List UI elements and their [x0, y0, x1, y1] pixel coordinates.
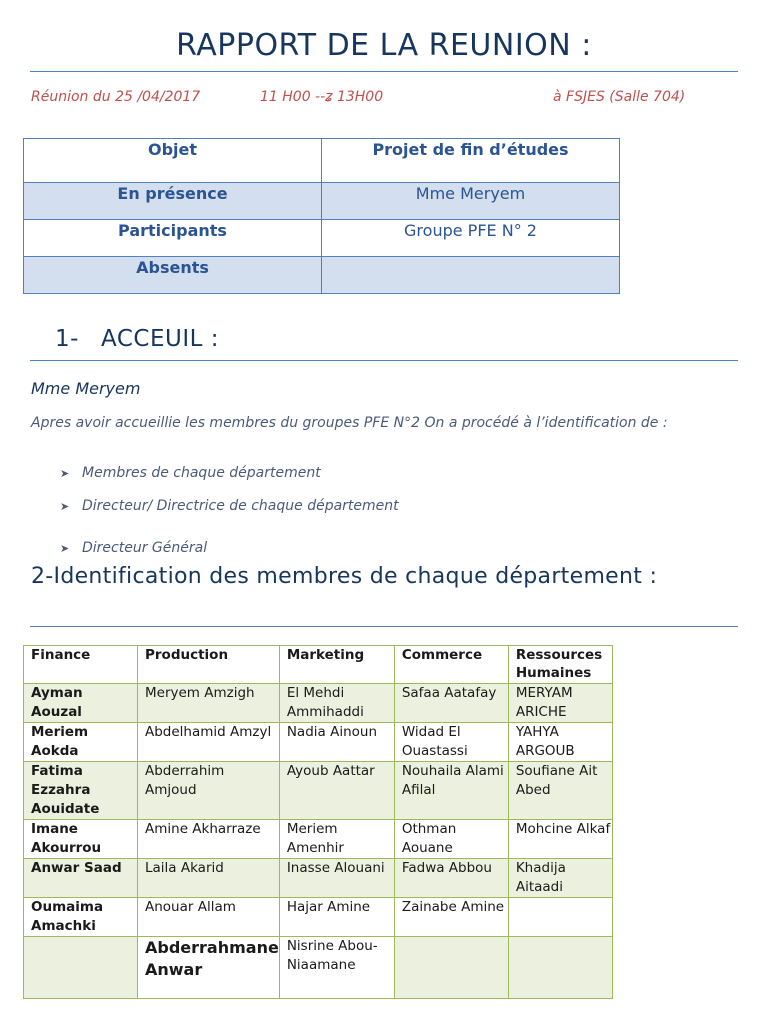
table-row: [24, 898, 613, 937]
table-row: [24, 684, 613, 723]
section1-number: 1-: [55, 326, 79, 352]
table-header-row: [24, 646, 613, 684]
table-cell: [508, 937, 612, 999]
list-item: [60, 498, 399, 514]
meeting-place: à FSJES (Salle 704): [553, 89, 686, 105]
table-cell: Abderrahmane Anwar: [138, 937, 280, 999]
info-value: Groupe PFE N° 2: [322, 220, 620, 257]
table-cell: [394, 937, 508, 999]
column-header: Production: [138, 646, 280, 684]
table-cell: Anouar Allam: [138, 898, 280, 937]
list-item-text: Directeur/ Directrice de chaque département: [82, 498, 399, 514]
table-cell: Abdelhamid Amzyl: [138, 723, 280, 762]
info-label: Participants: [24, 220, 322, 257]
info-row: [24, 257, 620, 294]
section2-heading: 2-Identification des membres de chaque département :: [31, 564, 658, 589]
section2-divider: [30, 626, 738, 627]
table-cell: MERYAM ARICHE: [508, 684, 612, 723]
table-cell: Laila Akarid: [138, 859, 280, 898]
table-cell: [24, 937, 138, 999]
section1-title: ACCEUIL :: [101, 326, 219, 352]
table-cell: Meryem Amzigh: [138, 684, 280, 723]
info-row: [24, 139, 620, 183]
meeting-date: Réunion du 25 /04/2017: [31, 89, 201, 105]
table-cell: Fadwa Abbou: [394, 859, 508, 898]
meeting-time: 11 H00 --ʑ 13H00: [260, 89, 384, 105]
table-row: [24, 859, 613, 898]
table-cell: YAHYA ARGOUB: [508, 723, 612, 762]
table-cell: Mohcine Alkaf: [508, 820, 612, 859]
table-cell: Nisrine Abou-Niaamane: [279, 937, 394, 999]
info-label: Absents: [24, 257, 322, 294]
table-cell: Safaa Aatafay: [394, 684, 508, 723]
table-cell: Ayoub Aattar: [279, 762, 394, 820]
list-item: [60, 465, 321, 481]
table-cell: Oumaima Amachki: [24, 898, 138, 937]
column-header: Commerce: [394, 646, 508, 684]
table-cell: Abderrahim Amjoud: [138, 762, 280, 820]
section1-heading: [55, 326, 219, 352]
table-row: [24, 937, 613, 999]
column-header: Finance: [24, 646, 138, 684]
table-row: [24, 820, 613, 859]
list-item-text: Directeur Général: [82, 540, 208, 556]
table-cell: Fatima Ezzahra Aouidate: [24, 762, 138, 820]
table-cell: Soufiane Ait Abed: [508, 762, 612, 820]
info-row: [24, 183, 620, 220]
table-cell: Nadia Ainoun: [279, 723, 394, 762]
table-cell: Meriem Aokda: [24, 723, 138, 762]
arrow-bullet-icon: ➤: [60, 467, 70, 480]
table-cell: Widad El Ouastassi: [394, 723, 508, 762]
table-cell: Amine Akharraze: [138, 820, 280, 859]
table-cell: Zainabe Amine: [394, 898, 508, 937]
list-item: [60, 540, 207, 556]
section1-divider: [30, 360, 738, 361]
table-row: [24, 723, 613, 762]
info-value: Mme Meryem: [322, 183, 620, 220]
column-header: Ressources Humaines: [508, 646, 612, 684]
table-cell: Meriem Amenhir: [279, 820, 394, 859]
column-header: Marketing: [279, 646, 394, 684]
table-cell: Nouhaila Alami Afilal: [394, 762, 508, 820]
title-divider: [30, 71, 738, 72]
section1-author: Mme Meryem: [31, 379, 141, 398]
table-cell: El Mehdi Ammihaddi: [279, 684, 394, 723]
table-cell: Othman Aouane: [394, 820, 508, 859]
table-row: [24, 762, 613, 820]
page-title: RAPPORT DE LA REUNION :: [176, 28, 592, 63]
table-cell: Imane Akourrou: [24, 820, 138, 859]
table-cell: Anwar Saad: [24, 859, 138, 898]
info-label: En présence: [24, 183, 322, 220]
table-cell: Khadija Aitaadi: [508, 859, 612, 898]
info-value: [322, 257, 620, 294]
info-value: Projet de fin d’études: [322, 139, 620, 183]
list-item-text: Membres de chaque département: [82, 465, 321, 481]
arrow-bullet-icon: ➤: [60, 542, 70, 555]
table-cell: Inasse Alouani: [279, 859, 394, 898]
info-row: [24, 220, 620, 257]
meeting-info-table: [23, 138, 620, 294]
table-cell: Ayman Aouzal: [24, 684, 138, 723]
info-label: Objet: [24, 139, 322, 183]
arrow-bullet-icon: ➤: [60, 500, 70, 513]
members-table: [23, 645, 613, 999]
table-cell: Hajar Amine: [279, 898, 394, 937]
table-cell: [508, 898, 612, 937]
section1-paragraph: Apres avoir accueillie les membres du groupes PFE N°2 On a procédé à l’identification de :: [31, 415, 668, 431]
